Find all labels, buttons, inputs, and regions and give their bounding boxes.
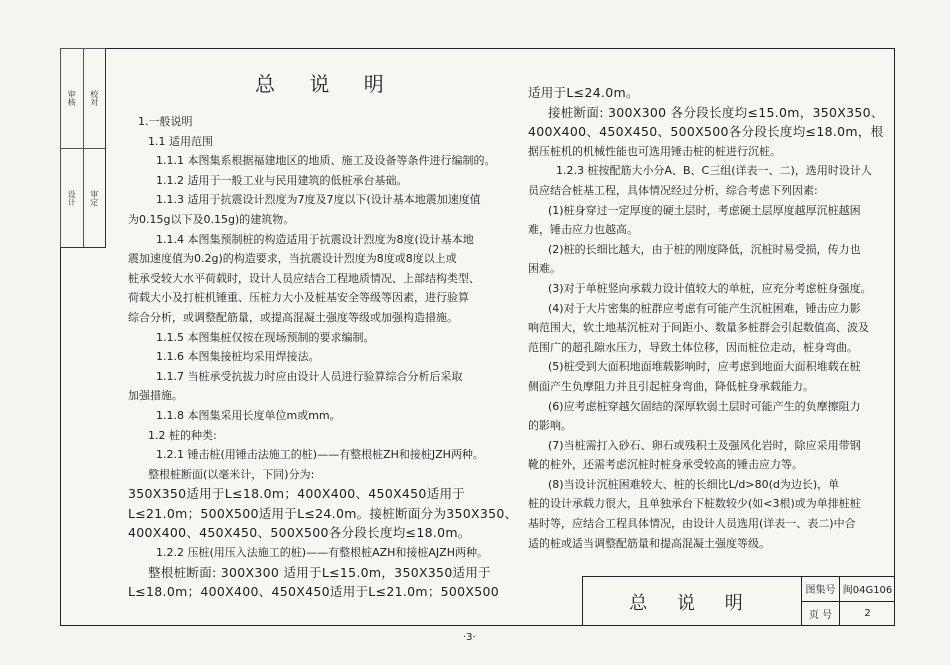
text-line: 荷载大小及打桩机锤重、压桩力大小及桩基安全等级等因素，进行验算	[128, 291, 469, 305]
title-block	[582, 576, 895, 626]
text-line: 靴的桩外，还需考虑沉桩时桩身承受较高的锤击应力等。	[528, 458, 803, 472]
text-line: 1.2.1 锤击桩(用锤击法施工的桩)——有整根桩ZH和接桩JZH两种。	[156, 448, 484, 462]
text-line: 1.1.8 本图集采用长度单位m或mm。	[156, 408, 341, 422]
text-line: 1.1.2 适用于一般工业与民用建筑的低桩承台基础。	[156, 173, 408, 187]
text-line: 适的桩或适当调整配筋量和提高混凝土强度等级。	[528, 536, 770, 550]
text-line: 1.2.2 压桩(用压入法施工的桩)——有整根桩AZH和接桩AJZH两种。	[156, 546, 488, 560]
text-line: 1.1.6 本图集接桩均采用焊接法。	[156, 350, 320, 364]
text-line: (7)当桩需打入砂石、卵石或残积土及强风化岩时，除应采用带钢	[548, 438, 861, 452]
text-line: 1.1.5 本图集桩仅按在现场预制的要求编制。	[156, 330, 375, 344]
text-line: (3)对于单桩竖向承载力设计值较大的单桩，应充分考虑桩身强度。	[548, 281, 872, 295]
atlas-label: 图集号	[802, 577, 840, 602]
text-line: 1.2.3 桩按配筋大小分A、B、C三组(详表一、二)，选用时设计人	[556, 164, 872, 178]
text-line: 响范围大，软土地基沉桩对于间距小、数量多桩群会引起数值高、波及	[528, 321, 869, 335]
page-label: 页 号	[802, 602, 840, 627]
text-line: (4)对于大片密集的桩群应考虑有可能产生沉桩困难，锤击应力影	[548, 301, 861, 315]
text-line: (2)桩的长细比越大，由于桩的刚度降低，沉桩时易受损，传力也	[548, 242, 861, 256]
right-column	[528, 83, 884, 553]
text-line: 接桩断面: 300X300 各分段长度均≤15.0m，350X350、	[548, 104, 884, 120]
text-line: 1.1.7 当桩承受抗拔力时应由设计人员进行验算综合分析后采取	[156, 369, 463, 383]
text-line: 1.2 桩的种类:	[148, 428, 217, 442]
text-line: 综合分析，或调整配筋量，或提高混凝土强度等级或加强构造措施。	[128, 310, 458, 324]
text-line: 难，锤击应力也越高。	[528, 223, 638, 237]
text-line: 桩的设计承载力很大，且单独承台下桩数较少(如<3根)或为单排桩桩	[528, 497, 861, 511]
text-line: (6)应考虑桩穿越欠固结的深厚软弱土层时可能产生的负摩擦阻力	[548, 399, 861, 413]
text-line: 400X400、450X450、500X500各分段长度均≤18.0m。	[128, 525, 471, 541]
title-block-grid	[802, 577, 895, 626]
left-column	[128, 112, 518, 602]
text-line: 适用于L≤24.0m。	[528, 85, 639, 100]
text-line: (8)当设计沉桩困难较大、桩的长细比L/d>80(d为边长)，单	[548, 477, 840, 491]
text-line: 1.1 适用范围	[148, 134, 213, 148]
text-line: 400X400、450X450、500X500各分段长度均≤18.0m，根	[528, 124, 884, 140]
stamp-cell: 审定	[83, 148, 106, 248]
text-line: 350X350适用于L≤18.0m；400X400、450X450适用于	[128, 486, 466, 502]
text-line: 基时等，应结合工程具体情况，由设计人员选用(详表一、表二)中合	[528, 517, 856, 531]
text-line: 1.1.4 本图集预制桩的构造适用于抗震设计烈度为8度(设计基本地	[156, 232, 474, 246]
text-line: 范围广的超孔隙水压力，导致土体位移，因而桩位走动，桩身弯曲。	[528, 340, 858, 354]
text-line: 整根桩断面(以毫米计，下同)分为:	[148, 467, 315, 481]
title-block-title: 总 说 明	[583, 577, 802, 626]
approval-stamp	[60, 48, 106, 248]
text-line: 侧面产生负摩阻力并且引起桩身弯曲，降低桩身承载能力。	[528, 379, 814, 393]
text-line: L≤21.0m；500X500适用于L≤24.0m。接桩断面分为350X350、	[128, 505, 518, 521]
text-line: 1.一般说明	[138, 115, 193, 128]
text-line: 的影响。	[528, 419, 572, 433]
stamp-cell: 审核	[60, 48, 83, 148]
text-line: 整根桩断面: 300X300 适用于L≤15.0m，350X350适用于	[148, 564, 491, 580]
text-line: (1)桩身穿过一定厚度的硬土层时，考虑硬土层厚度越厚沉桩越困	[548, 203, 861, 217]
text-line: 震加速度值为0.2g)的构造要求，当抗震设计烈度为8度或8度以上或	[128, 252, 457, 266]
text-line: (5)桩受到大面积地面堆载影响时，应考虑到地面大面积堆载在桩	[548, 360, 861, 374]
page-value: 2	[864, 608, 871, 620]
stamp-cell: 校对	[83, 48, 106, 148]
stamp-cell: 设计	[60, 148, 83, 248]
text-line: 1.1.3 适用于抗震设计烈度为7度及7度以下(设计基本地震加速度值	[156, 193, 481, 207]
text-line: 1.1.1 本图集系根据福建地区的地质、施工及设备等条件进行编制的。	[156, 154, 496, 168]
text-line: 员应结合桩基工程，具体情况经过分析，综合考虑下列因素:	[528, 183, 818, 197]
text-line: 加强措施。	[128, 389, 183, 403]
text-line: 为0.15g以下及0.15g)的建筑物。	[128, 212, 295, 226]
text-line: 据压桩机的机械性能也可选用锤击桩的桩进行沉桩。	[528, 144, 781, 158]
text-line: 桩承受较大水平荷载时，设计人员应结合工程地质情况、上部结构类型、	[128, 271, 480, 285]
text-line: 困难。	[528, 262, 561, 276]
atlas-value: 闽04G106	[840, 577, 895, 602]
text-line: L≤18.0m；400X400、450X450适用于L≤21.0m；500X500	[128, 584, 500, 600]
page-title: 总 说 明	[255, 72, 398, 96]
page-number: ·3·	[463, 632, 476, 643]
